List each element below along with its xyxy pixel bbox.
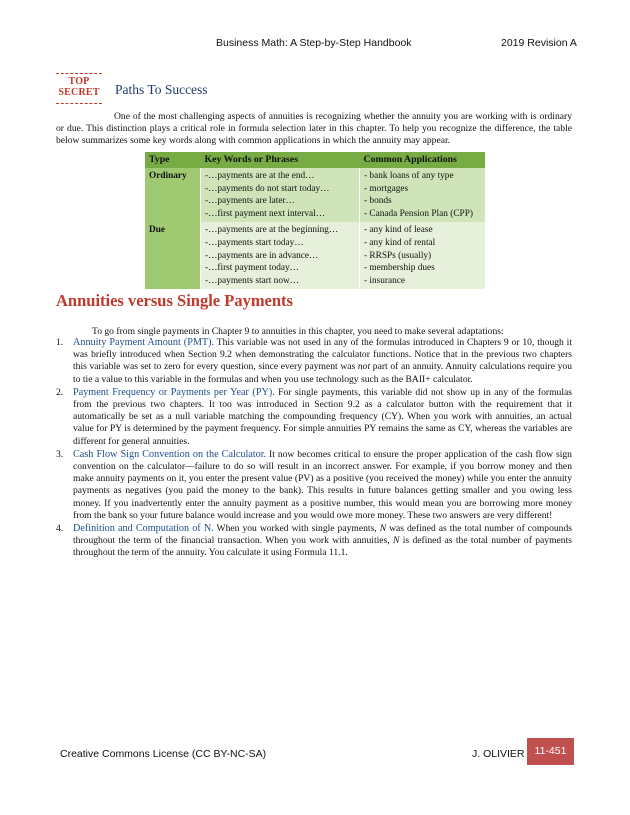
type-due: Due	[145, 222, 201, 289]
application-line: - bank loans of any type	[364, 171, 454, 181]
item-number: 3.	[56, 448, 64, 460]
item-emphasis: not	[357, 361, 371, 373]
list-item	[56, 337, 572, 386]
keyword-line: -…payments are later…	[205, 196, 295, 207]
keyword-line: -…payments are in advance…	[205, 250, 319, 261]
due-applications	[360, 222, 486, 289]
item-number: 1.	[56, 337, 64, 348]
item-term: Payment Frequency or Payments per Year (PY).	[73, 386, 275, 398]
header-applications: Common Applications	[360, 152, 486, 168]
item-text: is defined as the total number of payments throughout the term of the annuity. You calculate it using Formula 11.1.	[73, 535, 572, 559]
application-line: - insurance	[364, 275, 406, 286]
table-row-ordinary	[145, 168, 485, 222]
badge-rule-bottom	[56, 103, 102, 104]
table-row-due	[145, 222, 485, 289]
item-term: Cash Flow Sign Convention on the Calculator.	[73, 448, 267, 460]
item-term: Definition and Computation of N.	[73, 523, 214, 535]
keyword-line: -…first payment next interval…	[205, 208, 326, 219]
application-line: - any kind of rental	[364, 237, 436, 248]
badge-line-2: SECRET	[58, 87, 100, 98]
adaptations-list	[56, 337, 572, 561]
list-item	[56, 449, 572, 522]
keyword-line: -…payments are at the end…	[205, 171, 315, 181]
item-text: This variable was not used in any of the formulas introduced in Chapters 9 or 10, though it was briefly introduced when Section 9.2 when demonstrating the calculator functions. Notice that in the previous two chapters this variable was set to zero for every question, since every payment was	[73, 337, 573, 373]
item-number: 4.	[56, 523, 64, 535]
application-line: - membership dues	[364, 263, 435, 274]
item-text: It now becomes critical to ensure the proper application of the cash flow sign convention on the calculator—failure to do so will result in an incorrect answer. For example, if you borrow money and then make annuity payments on it, you enter the present value (PV) as a positive (you received the money) while you enter the annuity payments as negatives (you paid the money to the bank). This results in future balances getting smaller and you owing less money. If you inadvertently enter the annuity payment as a positive number, this would mean you are borrowing more money from the bank so your future balance would increase and you would owe more money. These two answers are very different!	[73, 448, 572, 521]
badge-line-1: TOP	[68, 76, 90, 87]
badge-rule-top	[56, 73, 102, 74]
application-line: - RRSPs (usually)	[364, 250, 432, 261]
due-keywords	[201, 222, 360, 289]
item-emphasis: N	[393, 535, 400, 547]
ordinary-keywords	[201, 168, 360, 222]
item-text: For single payments, this variable did not show up in any of the formulas from the previous two chapters. It too was introduced in Section 9.2 as a calculator button with the requirement that it automatically be set as a null variable matching the compounding frequency (CY). When you work with annuities, an actual value for PY is determined by the payment frequency. For simple annuities PY remains the same as CY, whereas the variables are different for general annuities.	[73, 386, 572, 447]
item-text: When you worked with single payments,	[213, 523, 380, 535]
application-line: - Canada Pension Plan (CPP)	[364, 208, 473, 219]
application-line: - any kind of lease	[364, 225, 433, 236]
keyword-line: -…first payment today…	[205, 263, 299, 274]
header-title: Business Math: A Step-by-Step Handbook	[216, 37, 412, 49]
ordinary-applications	[360, 168, 486, 222]
footer-license: Creative Commons License (CC BY-NC-SA)	[60, 748, 267, 760]
callout-intro: One of the most challenging aspects of annuities is recognizing whether the annuity you are working with is ordinary or due. This distinction plays a critical role in formula selection later in this chapter. To help you recognize the difference, the table below summarizes some key words along with common applications in which the annuity may appear.	[56, 111, 572, 147]
keywords-table	[145, 152, 485, 289]
top-secret-badge	[56, 73, 102, 103]
header-keywords: Key Words or Phrases	[201, 152, 360, 168]
item-text: part of an annuity. Annuity calculations require you to tie a value to this variable in the formulas and when you use technology such as the BAII+ calculator.	[73, 361, 572, 385]
table-header-row	[145, 152, 485, 168]
keyword-line: -…payments start now…	[205, 275, 299, 286]
keyword-line: -…payments do not start today…	[205, 183, 330, 194]
list-item	[56, 387, 572, 448]
header-type: Type	[145, 152, 201, 168]
keyword-line: -…payments are at the beginning…	[205, 225, 339, 236]
list-item	[56, 523, 572, 560]
keyword-line: -…payments start today…	[205, 237, 304, 248]
item-number: 2.	[56, 386, 64, 398]
item-emphasis: N	[379, 523, 387, 535]
header-revision: 2019 Revision A	[501, 37, 577, 49]
type-ordinary: Ordinary	[145, 168, 201, 222]
callout-title: Paths To Success	[115, 82, 208, 97]
footer-author: J. OLIVIER	[472, 748, 525, 760]
application-line: - mortgages	[364, 183, 409, 194]
page-number-badge: 11-451	[527, 738, 574, 765]
item-text: was defined as the total number of compounds throughout the term of the financial transaction. When you work with annuities,	[73, 523, 573, 547]
section-title: Annuities versus Single Payments	[56, 291, 293, 310]
item-term: Annuity Payment Amount (PMT).	[73, 337, 215, 348]
section-lead: To go from single payments in Chapter 9 to annuities in this chapter, you need to make several adaptations:	[92, 326, 504, 337]
application-line: - bonds	[364, 196, 392, 207]
